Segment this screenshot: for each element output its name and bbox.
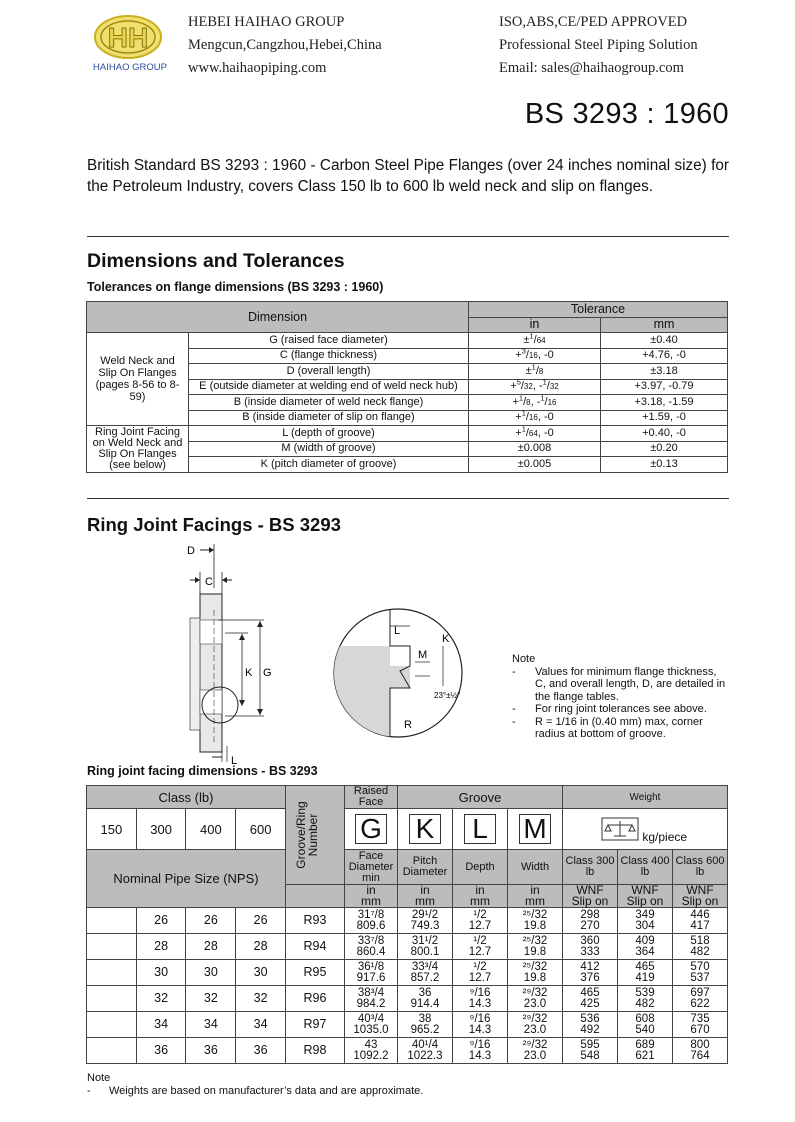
cell-value: 40¹/4 xyxy=(411,1038,439,1051)
unit-cell: WNF Slip on xyxy=(673,885,728,908)
cell-c300: 32 xyxy=(136,986,186,1012)
cell-value: 409 xyxy=(635,934,655,947)
logo-text: HH xyxy=(107,22,149,53)
cell-value: 984.2 xyxy=(356,997,386,1010)
cell-value: 412 xyxy=(580,960,600,973)
cell-c600: 26 xyxy=(236,908,286,934)
cell-value: ⁹/16 xyxy=(469,1038,491,1051)
cell-value: 360 xyxy=(580,934,600,947)
cell-c400: 28 xyxy=(186,934,236,960)
cell-m_in xyxy=(508,1038,563,1064)
table-cell: ±$^1$/64 xyxy=(469,333,601,349)
table-row xyxy=(87,960,728,986)
cell-value: 595 xyxy=(580,1038,600,1051)
cell-c600: 36 xyxy=(236,1038,286,1064)
table-cell: +$^3$/16, -0 xyxy=(469,348,601,364)
cell-value: 570 xyxy=(690,960,710,973)
svg-text:D: D xyxy=(187,545,195,557)
cell-g_in xyxy=(345,934,398,960)
cell-w600a xyxy=(673,1012,728,1038)
company-email[interactable]: Email: sales@haihaogroup.com xyxy=(499,60,684,76)
note-item: - For ring joint tolerances see above. xyxy=(512,703,707,715)
cell-value: 608 xyxy=(635,1012,655,1025)
cell-value: ²⁵/32 xyxy=(522,908,548,921)
cell-value: 1035.0 xyxy=(353,1023,389,1036)
tolerance-table xyxy=(86,301,728,473)
svg-text:G: G xyxy=(263,667,272,679)
cell-c600: 30 xyxy=(236,960,286,986)
cell-value: 33³/4 xyxy=(411,960,439,973)
cell-l_in xyxy=(453,908,508,934)
unit-cell xyxy=(286,885,345,908)
table-cell: +1.59, -0 xyxy=(601,410,728,426)
table-cell: B (inside diameter of slip on flange) xyxy=(189,410,469,426)
cell-l_in xyxy=(453,1038,508,1064)
cell-w400a xyxy=(618,960,673,986)
cell-value: 860.4 xyxy=(356,945,386,958)
weight-units xyxy=(563,809,728,850)
cell-k_in xyxy=(398,960,453,986)
cell-value: 670 xyxy=(690,1023,710,1036)
logo-caption: HAIHAO GROUP xyxy=(93,62,167,73)
groove-ring-header: Groove/Ring Number xyxy=(286,786,345,885)
table-cell: ±0.008 xyxy=(469,441,601,457)
cell-value: 270 xyxy=(580,919,600,932)
cell-value: 31¹/2 xyxy=(411,934,439,947)
tolerance-table-caption: Tolerances on flange dimensions (BS 3293 : 1960) xyxy=(87,280,384,294)
cell-value: 36 xyxy=(418,986,432,999)
scale-icon xyxy=(601,817,639,841)
note-title: Note xyxy=(512,653,536,665)
cell-k_in xyxy=(398,934,453,960)
raised-face-header: Raised Face xyxy=(345,786,398,809)
flange-section-drawing xyxy=(170,540,270,768)
cell-value: 12.7 xyxy=(468,945,492,958)
cell-c400: 36 xyxy=(186,1038,236,1064)
cell-value: 1092.2 xyxy=(353,1049,389,1062)
cell-value: 12.7 xyxy=(468,919,492,932)
cell-ring: R96 xyxy=(286,986,345,1012)
cell-value: 446 xyxy=(690,908,710,921)
unit-cell: in mm xyxy=(398,885,453,908)
table-row xyxy=(87,1012,728,1038)
cell-value: 518 xyxy=(690,934,710,947)
cell-value: 23.0 xyxy=(523,1049,547,1062)
cell-value: 19.8 xyxy=(523,971,547,984)
groove-header: Groove xyxy=(398,786,563,809)
cell-c600: 34 xyxy=(236,1012,286,1038)
company-address: Mengcun,Cangzhou,Hebei,China xyxy=(188,37,382,53)
cell-c300: 34 xyxy=(136,1012,186,1038)
cell-g_in xyxy=(345,1012,398,1038)
cell-c150 xyxy=(87,908,137,934)
intro-paragraph: British Standard BS 3293 : 1960 - Carbon Steel Pipe Flanges (over 24 inches nominal size) for the Petroleum Industry, covers Class 150 lb to 600 lb weld neck and slip on flanges. xyxy=(87,157,729,195)
svg-text:L: L xyxy=(394,625,401,637)
class-150: 150 xyxy=(87,809,137,850)
svg-text:23°±½°: 23°±½° xyxy=(434,691,461,700)
cell-value: ¹/2 xyxy=(473,908,487,921)
cell-m_in xyxy=(508,986,563,1012)
cell-k_in xyxy=(398,1038,453,1064)
cell-value: 40³/4 xyxy=(357,1012,385,1025)
weight-header: Weight xyxy=(563,786,728,809)
cell-value: 914.4 xyxy=(410,997,440,1010)
cell-value: 425 xyxy=(580,997,600,1010)
cell-ring: R98 xyxy=(286,1038,345,1064)
cell-w400a xyxy=(618,986,673,1012)
note-text: Values for minimum flange thickness, C, and overall length, D, are detailed in the flange tables. xyxy=(535,665,726,703)
cell-value: 364 xyxy=(635,945,655,958)
cell-ring: R94 xyxy=(286,934,345,960)
ring-joint-table-caption: Ring joint facing dimensions - BS 3293 xyxy=(87,764,318,778)
cell-k_in xyxy=(398,986,453,1012)
table-cell: ±3.18 xyxy=(601,364,728,380)
cell-g_in xyxy=(345,986,398,1012)
cell-w400a xyxy=(618,1038,673,1064)
divider xyxy=(87,498,729,499)
cell-ring: R95 xyxy=(286,960,345,986)
svg-text:M: M xyxy=(418,649,428,661)
cell-value: 540 xyxy=(635,1023,655,1036)
cell-k_in xyxy=(398,1012,453,1038)
table-cell: B (inside diameter of weld neck flange) xyxy=(189,395,469,411)
cell-value: 23.0 xyxy=(523,1023,547,1036)
section-heading-dimensions: Dimensions and Tolerances xyxy=(87,250,345,272)
weight-400-header: Class 400 lb xyxy=(618,850,673,885)
letter-g: G xyxy=(345,809,398,850)
cell-c150 xyxy=(87,934,137,960)
table-cell: L (depth of groove) xyxy=(189,426,469,442)
note-item: - R = 1/16 in (0.40 mm) max, corner radius at bottom of groove. xyxy=(512,716,730,741)
cell-value: 1022.3 xyxy=(407,1049,443,1062)
unit-cell: in mm xyxy=(453,885,508,908)
cell-w300a xyxy=(563,908,618,934)
depth-header: Depth xyxy=(453,850,508,885)
cell-c600: 32 xyxy=(236,986,286,1012)
cell-value: 38³/4 xyxy=(357,986,385,999)
cell-ring: R93 xyxy=(286,908,345,934)
cell-value: 697 xyxy=(690,986,710,999)
cell-value: 14.3 xyxy=(468,997,492,1010)
cell-value: 965.2 xyxy=(410,1023,440,1036)
svg-text:K: K xyxy=(245,667,253,679)
cell-value: 492 xyxy=(580,1023,600,1036)
cell-c150 xyxy=(87,960,137,986)
cell-value: 548 xyxy=(580,1049,600,1062)
unit-cell: WNF Slip on xyxy=(618,885,673,908)
table-cell: ±0.40 xyxy=(601,333,728,349)
class-header: Class (lb) xyxy=(87,786,286,809)
cell-c400: 26 xyxy=(186,908,236,934)
nps-header: Nominal Pipe Size (NPS) xyxy=(87,850,286,908)
cell-value: 12.7 xyxy=(468,971,492,984)
footnote-text: Weights are based on manufacturer’s data and are approximate. xyxy=(109,1084,424,1097)
cell-value: ¹/2 xyxy=(473,960,487,973)
company-website[interactable]: www.haihaopiping.com xyxy=(188,60,327,76)
cell-value: 14.3 xyxy=(468,1023,492,1036)
group-ring-joint: Ring Joint Facing on Weld Neck and Slip On Flanges (see below) xyxy=(87,426,189,473)
cell-value: 298 xyxy=(580,908,600,921)
cell-value: 36¹/8 xyxy=(357,960,385,973)
cell-value: 482 xyxy=(635,997,655,1010)
cell-value: 689 xyxy=(635,1038,655,1051)
cell-g_in xyxy=(345,960,398,986)
note-text: For ring joint tolerances see above. xyxy=(535,703,707,715)
letter-k: K xyxy=(398,809,453,850)
cell-c300: 30 xyxy=(136,960,186,986)
table-cell: ±0.20 xyxy=(601,441,728,457)
cell-w600a xyxy=(673,934,728,960)
cell-value: 857.2 xyxy=(410,971,440,984)
letter-m: M xyxy=(508,809,563,850)
divider xyxy=(87,236,729,237)
ring-joint-table xyxy=(86,785,728,1064)
col-tolerance: Tolerance xyxy=(469,302,728,318)
cell-c600: 28 xyxy=(236,934,286,960)
cell-l_in xyxy=(453,934,508,960)
footnote: Note - Weights are based on manufacturer’s data and are approximate. xyxy=(87,1072,424,1097)
logo xyxy=(88,12,172,78)
section-heading-ring-joint: Ring Joint Facings - BS 3293 xyxy=(87,514,341,535)
col-mm: mm xyxy=(601,317,728,333)
table-cell: ±0.13 xyxy=(601,457,728,473)
unit-cell: in mm xyxy=(508,885,563,908)
cell-value: 465 xyxy=(635,960,655,973)
ring-joint-note xyxy=(512,653,730,741)
cell-value: 536 xyxy=(580,1012,600,1025)
cell-value: 417 xyxy=(690,919,710,932)
table-cell: +$^1$/64, -0 xyxy=(469,426,601,442)
groove-detail-drawing xyxy=(330,606,505,740)
weight-300-header: Class 300 lb xyxy=(563,850,618,885)
cell-c400: 30 xyxy=(186,960,236,986)
cell-value: ⁹/16 xyxy=(469,986,491,999)
cell-c300: 26 xyxy=(136,908,186,934)
cell-k_in xyxy=(398,908,453,934)
cell-w400a xyxy=(618,908,673,934)
group-weld-neck: Weld Neck and Slip On Flanges (pages 8-56 to 8-59) xyxy=(87,333,189,426)
table-row xyxy=(87,934,728,960)
cell-m_in xyxy=(508,934,563,960)
table-cell: ±0.005 xyxy=(469,457,601,473)
footnote-title: Note xyxy=(87,1072,111,1084)
cell-value: 19.8 xyxy=(523,945,547,958)
cell-w400a xyxy=(618,1012,673,1038)
class-600: 600 xyxy=(236,809,286,850)
cell-l_in xyxy=(453,1012,508,1038)
cell-c300: 36 xyxy=(136,1038,186,1064)
cell-value: 749.3 xyxy=(410,919,440,932)
cell-value: 376 xyxy=(580,971,600,984)
cell-value: 764 xyxy=(690,1049,710,1062)
cell-c400: 32 xyxy=(186,986,236,1012)
cell-c150 xyxy=(87,1012,137,1038)
cell-c400: 34 xyxy=(186,1012,236,1038)
cell-value: 800 xyxy=(690,1038,710,1051)
cell-w300a xyxy=(563,1038,618,1064)
table-cell: +$^1$/8, -$^1$/16 xyxy=(469,395,601,411)
pitch-diameter-header: Pitch Diameter xyxy=(398,850,453,885)
cell-value: 622 xyxy=(690,997,710,1010)
face-diameter-header: Face Diameter min xyxy=(345,850,398,885)
cell-value: ¹/2 xyxy=(473,934,487,947)
cell-value: 38 xyxy=(418,1012,432,1025)
class-400: 400 xyxy=(186,809,236,850)
cell-value: 809.6 xyxy=(356,919,386,932)
cell-w600a xyxy=(673,986,728,1012)
cell-value: ²⁹/32 xyxy=(522,1012,548,1025)
cell-w300a xyxy=(563,934,618,960)
cell-w600a xyxy=(673,908,728,934)
cell-value: ²⁹/32 xyxy=(522,1038,548,1051)
cell-value: 23.0 xyxy=(523,997,547,1010)
table-cell: C (flange thickness) xyxy=(189,348,469,364)
cell-c150 xyxy=(87,986,137,1012)
cell-value: 14.3 xyxy=(468,1049,492,1062)
kg-piece-label: kg/piece xyxy=(642,830,688,845)
cell-g_in xyxy=(345,1038,398,1064)
col-in: in xyxy=(469,317,601,333)
cell-value: 333 xyxy=(580,945,600,958)
approvals: ISO,ABS,CE/PED APPROVED xyxy=(499,14,688,30)
table-cell: +0.40, -0 xyxy=(601,426,728,442)
cell-value: 735 xyxy=(690,1012,710,1025)
cell-value: 31⁷/8 xyxy=(357,908,385,921)
cell-m_in xyxy=(508,960,563,986)
letter-l: L xyxy=(453,809,508,850)
table-cell: +$^1$/16, -0 xyxy=(469,410,601,426)
cell-value: ⁹/16 xyxy=(469,1012,491,1025)
cell-value: 537 xyxy=(690,971,710,984)
cell-w400a xyxy=(618,934,673,960)
cell-m_in xyxy=(508,908,563,934)
cell-value: 465 xyxy=(580,986,600,999)
ring-joint-rows xyxy=(87,908,728,1064)
table-row xyxy=(87,908,728,934)
cell-value: 349 xyxy=(635,908,655,921)
cell-c300: 28 xyxy=(136,934,186,960)
table-cell: G (raised face diameter) xyxy=(189,333,469,349)
cell-l_in xyxy=(453,986,508,1012)
cell-g_in xyxy=(345,908,398,934)
unit-cell: WNF Slip on xyxy=(563,885,618,908)
class-300: 300 xyxy=(136,809,186,850)
cell-value: 539 xyxy=(635,986,655,999)
svg-text:L: L xyxy=(231,755,238,767)
cell-value: 621 xyxy=(635,1049,655,1062)
cell-value: 482 xyxy=(690,945,710,958)
page-title: BS 3293 : 1960 xyxy=(524,98,729,130)
cell-l_in xyxy=(453,960,508,986)
svg-text:C: C xyxy=(205,576,213,588)
note-item: - Values for minimum flange thickness, C, and overall length, D, are detailed in the flange tables. xyxy=(512,666,730,704)
cell-value: 33⁷/8 xyxy=(357,934,385,947)
table-cell: D (overall length) xyxy=(189,364,469,380)
cell-w300a xyxy=(563,1012,618,1038)
col-dimension: Dimension xyxy=(87,302,469,333)
cell-value: 29¹/2 xyxy=(411,908,439,921)
table-cell: E (outside diameter at welding end of weld neck hub) xyxy=(189,379,469,395)
cell-w600a xyxy=(673,960,728,986)
table-cell: +$^5$/32, -$^1$/32 xyxy=(469,379,601,395)
weight-600-header: Class 600 lb xyxy=(673,850,728,885)
cell-value: 43 xyxy=(364,1038,378,1051)
svg-text:K: K xyxy=(442,633,450,645)
cell-m_in xyxy=(508,1012,563,1038)
cell-value: 917.6 xyxy=(356,971,386,984)
table-cell: K (pitch diameter of groove) xyxy=(189,457,469,473)
note-text: R = 1/16 in (0.40 mm) max, corner radius at bottom of groove. xyxy=(535,715,703,740)
svg-text:R: R xyxy=(404,719,412,731)
unit-cell: in mm xyxy=(345,885,398,908)
cell-w300a xyxy=(563,960,618,986)
cell-value: 419 xyxy=(635,971,655,984)
table-cell: +4.76, -0 xyxy=(601,348,728,364)
cell-c150 xyxy=(87,1038,137,1064)
cell-value: ²⁹/32 xyxy=(522,986,548,999)
width-header: Width xyxy=(508,850,563,885)
cell-w600a xyxy=(673,1038,728,1064)
cell-value: 19.8 xyxy=(523,919,547,932)
company-name: HEBEI HAIHAO GROUP xyxy=(188,14,345,30)
table-cell: M (width of groove) xyxy=(189,441,469,457)
cell-value: ²⁵/32 xyxy=(522,934,548,947)
cell-value: 800.1 xyxy=(410,945,440,958)
cell-value: 304 xyxy=(635,919,655,932)
cell-value: ²⁵/32 xyxy=(522,960,548,973)
table-row xyxy=(87,986,728,1012)
cell-ring: R97 xyxy=(286,1012,345,1038)
slogan: Professional Steel Piping Solution xyxy=(499,37,698,53)
cell-w300a xyxy=(563,986,618,1012)
table-cell: +3.97, -0.79 xyxy=(601,379,728,395)
table-cell: +3.18, -1.59 xyxy=(601,395,728,411)
table-cell: ±$^1$/8 xyxy=(469,364,601,380)
table-row xyxy=(87,1038,728,1064)
